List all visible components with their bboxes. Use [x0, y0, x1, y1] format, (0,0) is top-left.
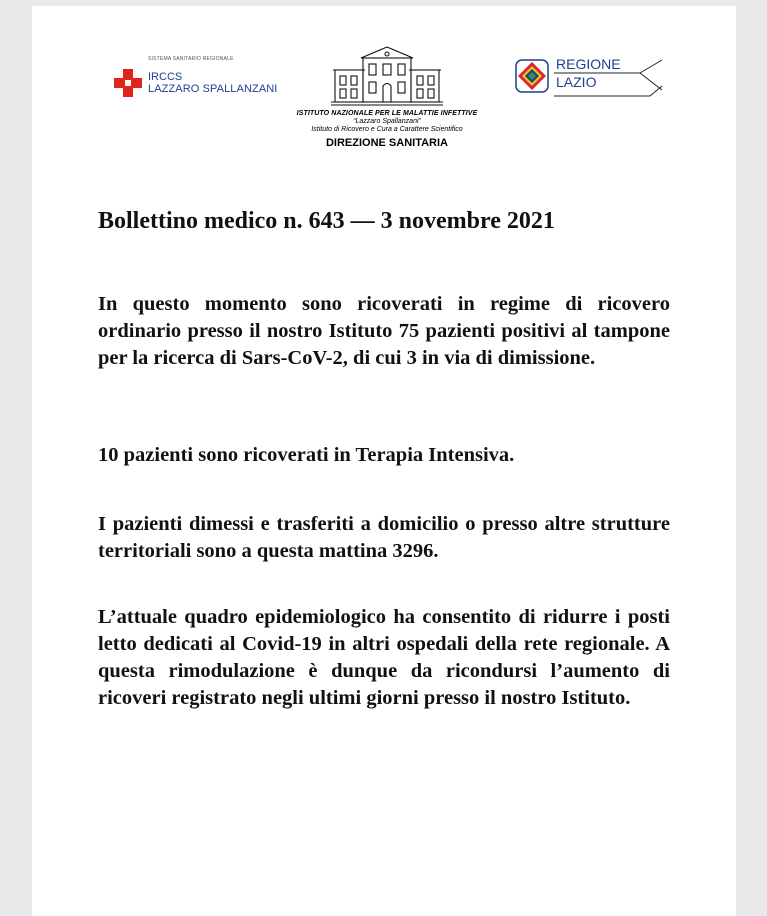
document-page	[32, 6, 736, 916]
regione-lazio-logo	[514, 56, 664, 102]
paragraph-discharged: I pazienti dimessi e trasferiti a domicilio o presso altre strutture territoriali sono a questa mattina 3296.	[98, 513, 670, 562]
regione-label: REGIONE	[556, 56, 621, 72]
direction-label: DIREZIONE SANITARIA	[325, 137, 449, 149]
institute-quote-name: “Lazzaro Spallanzani”	[353, 118, 421, 125]
lazio-emblem-icon	[514, 58, 550, 94]
lazio-label: LAZIO	[556, 74, 597, 90]
paragraph-epidemiological: L’attuale quadro epidemiologico ha consentito di ridurre i posti letto dedicati al Covid-19 in altri ospedali della rete regionale. A questa rimodulazione è dunque da ricondursi l’aumento di ricoveri registrato negli ultimi giorni presso il nostro Istituto.	[98, 606, 670, 709]
institute-building-icon	[331, 44, 443, 108]
bulletin-title: Bollettino medico n. 643 — 3 novembre 2021	[98, 208, 555, 234]
lazio-logo-lines	[554, 56, 664, 102]
paragraph-hospitalized: In questo momento sono ricoverati in regime di ricovero ordinario presso il nostro Istituto 75 pazienti positivi al tampone per la ricerca di Sars-CoV-2, di cui 3 in via di dimissione.	[98, 293, 670, 369]
institute-header	[262, 44, 512, 149]
paragraph-intensive-care: 10 pazienti sono ricoverati in Terapia Intensiva.	[98, 444, 515, 466]
spallanzani-label: LAZZARO SPALLANZANI	[148, 83, 278, 95]
institute-name: ISTITUTO NAZIONALE PER LE MALATTIE INFETTIVE	[296, 110, 478, 117]
regional-health-system-label: SISTEMA SANITARIO REGIONALE	[148, 56, 234, 62]
irccs-label: IRCCS	[148, 71, 183, 83]
irccs-spallanzani-logo	[114, 54, 284, 104]
institute-type: Istituto di Ricovero e Cura a Carattere Scientifico	[311, 126, 463, 133]
red-cross-icon	[114, 69, 142, 97]
